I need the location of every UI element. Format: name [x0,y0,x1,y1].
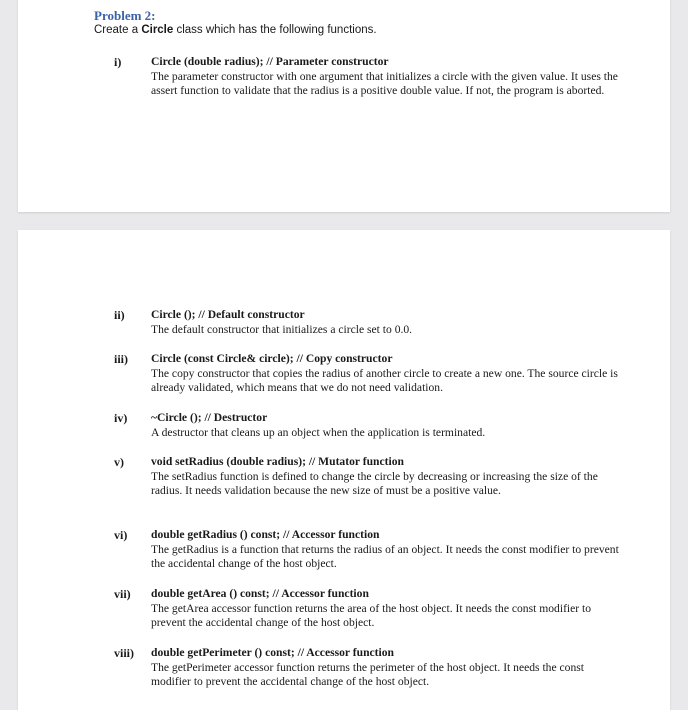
item-number: v) [114,455,124,469]
item-body [151,352,621,396]
intro-text-post: class which has the following functions. [173,24,377,36]
problem-intro [94,24,377,36]
item-description: The setRadius function is defined to change the circle by decreasing or increasing the size of the radius. It needs validation because the new size of must be a positive value. [151,469,598,498]
item-body [151,308,621,337]
item-number: vi) [114,528,128,542]
item-body [151,455,621,499]
item-heading: double getRadius () const; // Accessor function [151,528,380,541]
item-description: The parameter constructor with one argument that initializes a circle with the given value. It uses the assert function to validate that the radius is a positive double value. If not, the program is aborted. [151,69,618,98]
document-page-2 [18,230,670,710]
intro-class-name: Circle [141,24,174,36]
item-heading: Circle (const Circle& circle); // Copy constructor [151,352,393,365]
item-heading: ~Circle (); // Destructor [151,411,268,424]
item-number: iii) [114,352,128,366]
item-body [151,528,621,572]
item-number: vii) [114,587,131,601]
item-heading: void setRadius (double radius); // Mutator function [151,455,404,468]
item-heading: double getPerimeter () const; // Accessor function [151,646,394,659]
item-body [151,587,621,631]
item-heading: Circle (double radius); // Parameter constructor [151,55,389,68]
item-number: viii) [114,646,134,660]
item-description: The getPerimeter accessor function returns the perimeter of the host object. It needs the const modifier to prevent the accidental change of the host object. [151,660,584,689]
item-description: The copy constructor that copies the radius of another circle to create a new one. The source circle is already validated, which means that we do not need validation. [151,366,618,395]
item-heading: double getArea () const; // Accessor function [151,587,369,600]
item-heading: Circle (); // Default constructor [151,308,305,321]
problem-title: Problem 2: [94,8,156,23]
item-description: The getRadius is a function that returns the radius of an object. It needs the const modifier to prevent the accidental change of the host object. [151,542,619,571]
item-body [151,646,621,690]
item-body [151,411,621,440]
item-body [151,55,621,99]
item-description: The getArea accessor function returns the area of the host object. It needs the const modifier to prevent the accidental change of the host object. [151,601,592,630]
item-number: i) [114,55,122,69]
item-number: ii) [114,308,125,322]
item-description: A destructor that cleans up an object when the application is terminated. [151,425,486,439]
intro-text-pre: Create a [94,24,142,36]
document-page-1 [18,0,670,212]
item-number: iv) [114,411,128,425]
item-description: The default constructor that initializes a circle set to 0.0. [151,322,413,336]
